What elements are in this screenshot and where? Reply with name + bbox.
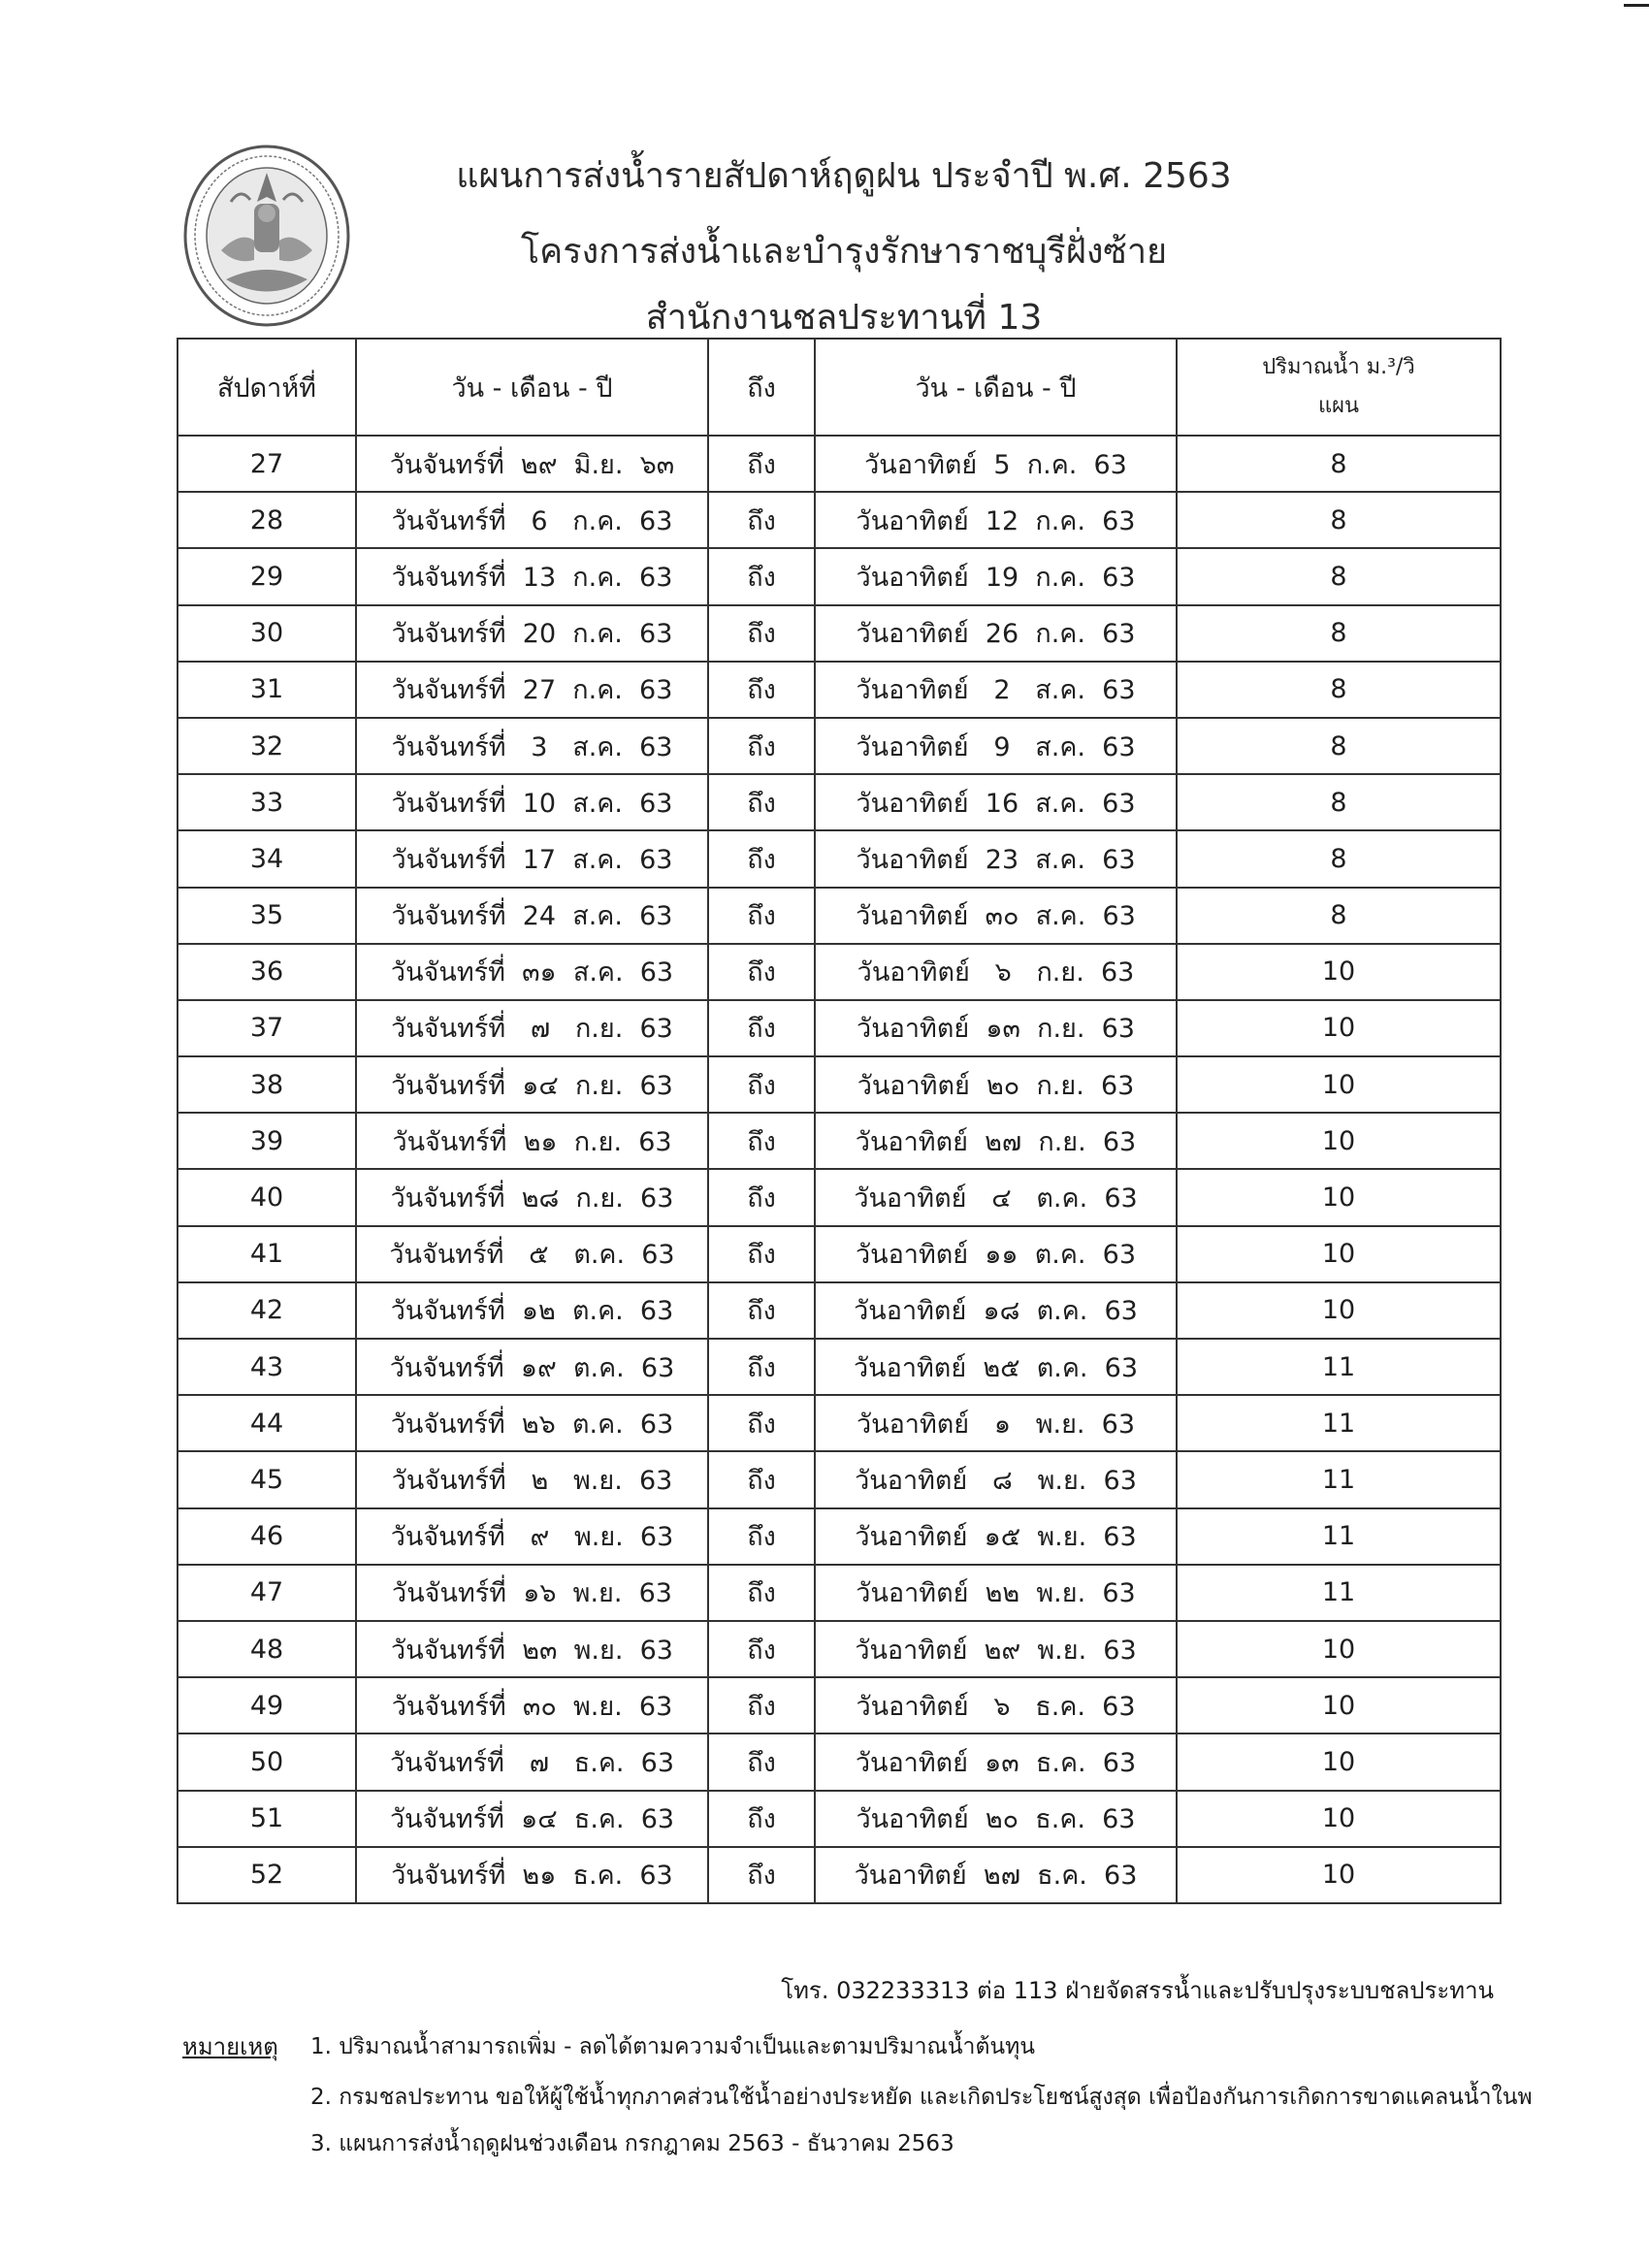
- to-word-cell: ถึง: [708, 1677, 815, 1733]
- to-date-cell: วันอาทิตย์ ๒๐ ก.ย. 63: [815, 1056, 1177, 1113]
- table-row: [178, 1677, 1501, 1733]
- volume-cell: 8: [1177, 605, 1501, 662]
- volume-cell: 8: [1177, 662, 1501, 718]
- volume-cell: 10: [1177, 1733, 1501, 1790]
- to-date-cell: วันอาทิตย์ ๑๕ พ.ย. 63: [815, 1508, 1177, 1565]
- to-date-cell: วันอาทิตย์ 12 ก.ค. 63: [815, 492, 1177, 548]
- from-date-cell: วันจันทร์ที่ 10 ส.ค. 63: [356, 774, 708, 830]
- to-date-cell: วันอาทิตย์ ๑ พ.ย. 63: [815, 1395, 1177, 1451]
- from-date-cell: วันจันทร์ที่ ๑๙ ต.ค. 63: [356, 1339, 708, 1395]
- to-word-cell: ถึง: [708, 1733, 815, 1790]
- table-row: [178, 492, 1501, 548]
- table-row: [178, 1733, 1501, 1790]
- to-word-cell: ถึง: [708, 1226, 815, 1282]
- from-date-cell: วันจันทร์ที่ ๗ ก.ย. 63: [356, 1000, 708, 1056]
- from-date-cell: วันจันทร์ที่ ๒ พ.ย. 63: [356, 1451, 708, 1507]
- volume-cell: 10: [1177, 1169, 1501, 1225]
- table-row: [178, 718, 1501, 774]
- to-date-cell: วันอาทิตย์ 9 ส.ค. 63: [815, 718, 1177, 774]
- week-cell: 47: [178, 1565, 356, 1621]
- page-title: แผนการส่งน้ำรายสัปดาห์ฤดูฝน ประจำปี พ.ศ. 2563: [456, 156, 1232, 196]
- volume-cell: 8: [1177, 436, 1501, 492]
- from-date-cell: วันจันทร์ที่ 27 ก.ค. 63: [356, 662, 708, 718]
- week-cell: 46: [178, 1508, 356, 1565]
- from-date-cell: วันจันทร์ที่ ๒๘ ก.ย. 63: [356, 1169, 708, 1225]
- week-cell: 43: [178, 1339, 356, 1395]
- table-row: [178, 1791, 1501, 1847]
- week-cell: 37: [178, 1000, 356, 1056]
- header-to-word: ถึง: [708, 339, 815, 436]
- week-cell: 49: [178, 1677, 356, 1733]
- table-row: [178, 1847, 1501, 1903]
- water-delivery-plan-table: [177, 338, 1502, 1904]
- volume-cell: 11: [1177, 1451, 1501, 1507]
- week-cell: 42: [178, 1282, 356, 1339]
- to-date-cell: วันอาทิตย์ 16 ส.ค. 63: [815, 774, 1177, 830]
- from-date-cell: วันจันทร์ที่ ๒๙ มิ.ย. ๖๓: [356, 436, 708, 492]
- to-date-cell: วันอาทิตย์ 23 ส.ค. 63: [815, 830, 1177, 887]
- from-date-cell: วันจันทร์ที่ 13 ก.ค. 63: [356, 548, 708, 604]
- header-volume: [1177, 339, 1501, 436]
- table-row: [178, 1339, 1501, 1395]
- week-cell: 32: [178, 718, 356, 774]
- to-date-cell: วันอาทิตย์ ๘ พ.ย. 63: [815, 1451, 1177, 1507]
- table-header-row: [178, 339, 1501, 436]
- to-word-cell: ถึง: [708, 1339, 815, 1395]
- header-week: สัปดาห์ที่: [178, 339, 356, 436]
- volume-cell: 11: [1177, 1565, 1501, 1621]
- note-3: 3. แผนการส่งน้ำฤดูฝนช่วงเดือน กรกฎาคม 2563 - ธันวาคม 2563: [310, 2131, 954, 2156]
- from-date-cell: วันจันทร์ที่ ๗ ธ.ค. 63: [356, 1733, 708, 1790]
- week-cell: 31: [178, 662, 356, 718]
- to-date-cell: วันอาทิตย์ ๔ ต.ค. 63: [815, 1169, 1177, 1225]
- week-cell: 29: [178, 548, 356, 604]
- week-cell: 35: [178, 888, 356, 944]
- volume-cell: 10: [1177, 1282, 1501, 1339]
- volume-cell: 10: [1177, 1791, 1501, 1847]
- table-row: [178, 1621, 1501, 1677]
- week-cell: 41: [178, 1226, 356, 1282]
- table-row: [178, 548, 1501, 604]
- volume-cell: 10: [1177, 1113, 1501, 1169]
- volume-cell: 10: [1177, 1000, 1501, 1056]
- week-cell: 28: [178, 492, 356, 548]
- to-date-cell: วันอาทิตย์ ๒๗ ก.ย. 63: [815, 1113, 1177, 1169]
- table-row: [178, 1056, 1501, 1113]
- table-row: [178, 436, 1501, 492]
- to-date-cell: วันอาทิตย์ ๒๐ ธ.ค. 63: [815, 1791, 1177, 1847]
- week-cell: 50: [178, 1733, 356, 1790]
- to-date-cell: วันอาทิตย์ 19 ก.ค. 63: [815, 548, 1177, 604]
- from-date-cell: วันจันทร์ที่ 20 ก.ค. 63: [356, 605, 708, 662]
- table-row: [178, 888, 1501, 944]
- to-date-cell: วันอาทิตย์ ๑๘ ต.ค. 63: [815, 1282, 1177, 1339]
- to-word-cell: ถึง: [708, 1282, 815, 1339]
- table-row: [178, 830, 1501, 887]
- week-cell: 38: [178, 1056, 356, 1113]
- volume-cell: 10: [1177, 1621, 1501, 1677]
- volume-cell: 10: [1177, 1056, 1501, 1113]
- table-row: [178, 662, 1501, 718]
- to-word-cell: ถึง: [708, 1791, 815, 1847]
- to-word-cell: ถึง: [708, 436, 815, 492]
- to-word-cell: ถึง: [708, 830, 815, 887]
- to-word-cell: ถึง: [708, 492, 815, 548]
- to-word-cell: ถึง: [708, 1451, 815, 1507]
- header-volume-plan: แผน: [1317, 394, 1360, 418]
- table-row: [178, 1113, 1501, 1169]
- week-cell: 33: [178, 774, 356, 830]
- table-row: [178, 1169, 1501, 1225]
- to-date-cell: วันอาทิตย์ ๑๑ ต.ค. 63: [815, 1226, 1177, 1282]
- volume-cell: 8: [1177, 774, 1501, 830]
- project-name: โครงการส่งน้ำและบำรุงรักษาราชบุรีฝั่งซ้าย: [520, 232, 1168, 272]
- week-cell: 34: [178, 830, 356, 887]
- table-row: [178, 1000, 1501, 1056]
- to-word-cell: ถึง: [708, 1847, 815, 1903]
- to-date-cell: วันอาทิตย์ ๒๙ พ.ย. 63: [815, 1621, 1177, 1677]
- table-row: [178, 1451, 1501, 1507]
- volume-cell: 10: [1177, 1677, 1501, 1733]
- to-word-cell: ถึง: [708, 548, 815, 604]
- from-date-cell: วันจันทร์ที่ ๑๖ พ.ย. 63: [356, 1565, 708, 1621]
- from-date-cell: วันจันทร์ที่ ๒๑ ก.ย. 63: [356, 1113, 708, 1169]
- to-date-cell: วันอาทิตย์ ๖ ก.ย. 63: [815, 944, 1177, 1000]
- volume-cell: 11: [1177, 1339, 1501, 1395]
- table-row: [178, 1395, 1501, 1451]
- to-word-cell: ถึง: [708, 1395, 815, 1451]
- to-date-cell: วันอาทิตย์ ๑๓ ก.ย. 63: [815, 1000, 1177, 1056]
- notes-label: หมายเหตุ: [182, 2033, 278, 2060]
- royal-irrigation-department-seal-icon: [182, 144, 351, 328]
- week-cell: 51: [178, 1791, 356, 1847]
- to-word-cell: ถึง: [708, 774, 815, 830]
- to-word-cell: ถึง: [708, 1565, 815, 1621]
- volume-cell: 10: [1177, 944, 1501, 1000]
- volume-cell: 10: [1177, 1226, 1501, 1282]
- table-row: [178, 605, 1501, 662]
- week-cell: 45: [178, 1451, 356, 1507]
- week-cell: 27: [178, 436, 356, 492]
- table-row: [178, 1282, 1501, 1339]
- from-date-cell: วันจันทร์ที่ ๒๓ พ.ย. 63: [356, 1621, 708, 1677]
- table-row: [178, 1565, 1501, 1621]
- to-date-cell: วันอาทิตย์ ๒๒ พ.ย. 63: [815, 1565, 1177, 1621]
- from-date-cell: วันจันทร์ที่ ๑๒ ต.ค. 63: [356, 1282, 708, 1339]
- from-date-cell: วันจันทร์ที่ 17 ส.ค. 63: [356, 830, 708, 887]
- from-date-cell: วันจันทร์ที่ ๒๑ ธ.ค. 63: [356, 1847, 708, 1903]
- week-cell: 39: [178, 1113, 356, 1169]
- to-date-cell: วันอาทิตย์ ๖ ธ.ค. 63: [815, 1677, 1177, 1733]
- to-date-cell: วันอาทิตย์ 5 ก.ค. 63: [815, 436, 1177, 492]
- to-word-cell: ถึง: [708, 662, 815, 718]
- to-word-cell: ถึง: [708, 1056, 815, 1113]
- volume-cell: 11: [1177, 1395, 1501, 1451]
- volume-cell: 8: [1177, 888, 1501, 944]
- volume-cell: 8: [1177, 830, 1501, 887]
- from-date-cell: วันจันทร์ที่ ๑๔ ก.ย. 63: [356, 1056, 708, 1113]
- week-cell: 48: [178, 1621, 356, 1677]
- week-cell: 36: [178, 944, 356, 1000]
- to-date-cell: วันอาทิตย์ 26 ก.ค. 63: [815, 605, 1177, 662]
- to-word-cell: ถึง: [708, 1508, 815, 1565]
- from-date-cell: วันจันทร์ที่ ๓๑ ส.ค. 63: [356, 944, 708, 1000]
- note-2: 2. กรมชลประทาน ขอให้ผู้ใช้น้ำทุกภาคส่วนใช้น้ำอย่างประหยัด และเกิดประโยชน์สูงสุด เพื่อป้องกันการเกิดการขาดแคลนน้ำในพ: [310, 2085, 1533, 2110]
- to-word-cell: ถึง: [708, 718, 815, 774]
- volume-cell: 8: [1177, 492, 1501, 548]
- to-date-cell: วันอาทิตย์ 2 ส.ค. 63: [815, 662, 1177, 718]
- to-date-cell: วันอาทิตย์ ๓๐ ส.ค. 63: [815, 888, 1177, 944]
- from-date-cell: วันจันทร์ที่ ๕ ต.ค. 63: [356, 1226, 708, 1282]
- from-date-cell: วันจันทร์ที่ ๓๐ พ.ย. 63: [356, 1677, 708, 1733]
- week-cell: 40: [178, 1169, 356, 1225]
- week-cell: 44: [178, 1395, 356, 1451]
- to-word-cell: ถึง: [708, 1621, 815, 1677]
- from-date-cell: วันจันทร์ที่ 6 ก.ค. 63: [356, 492, 708, 548]
- to-word-cell: ถึง: [708, 1169, 815, 1225]
- volume-cell: 8: [1177, 548, 1501, 604]
- office-name: สำนักงานชลประทานที่ 13: [645, 298, 1043, 338]
- week-cell: 30: [178, 605, 356, 662]
- to-word-cell: ถึง: [708, 1000, 815, 1056]
- to-word-cell: ถึง: [708, 1113, 815, 1169]
- to-word-cell: ถึง: [708, 605, 815, 662]
- note-1: 1. ปริมาณน้ำสามารถเพิ่ม - ลดได้ตามความจำเป็นและตามปริมาณน้ำต้นทุน: [310, 2034, 1036, 2059]
- header-volume-unit: ปริมาณน้ำ ม.³/วิ: [1262, 355, 1415, 379]
- from-date-cell: วันจันทร์ที่ ๒๖ ต.ค. 63: [356, 1395, 708, 1451]
- contact-line: โทร. 032233313 ต่อ 113 ฝ่ายจัดสรรน้ำและปรับปรุงระบบชลประทาน: [781, 1977, 1494, 2004]
- to-word-cell: ถึง: [708, 944, 815, 1000]
- to-date-cell: วันอาทิตย์ ๒๕ ต.ค. 63: [815, 1339, 1177, 1395]
- from-date-cell: วันจันทร์ที่ 3 ส.ค. 63: [356, 718, 708, 774]
- week-cell: 52: [178, 1847, 356, 1903]
- from-date-cell: วันจันทร์ที่ ๑๔ ธ.ค. 63: [356, 1791, 708, 1847]
- scan-corner-mark: [1624, 4, 1649, 7]
- table-row: [178, 1226, 1501, 1282]
- to-word-cell: ถึง: [708, 888, 815, 944]
- table-row: [178, 944, 1501, 1000]
- volume-cell: 11: [1177, 1508, 1501, 1565]
- to-date-cell: วันอาทิตย์ ๑๓ ธ.ค. 63: [815, 1733, 1177, 1790]
- volume-cell: 10: [1177, 1847, 1501, 1903]
- table-row: [178, 1508, 1501, 1565]
- table-row: [178, 774, 1501, 830]
- from-date-cell: วันจันทร์ที่ 24 ส.ค. 63: [356, 888, 708, 944]
- header-from-date: วัน - เดือน - ปี: [356, 339, 708, 436]
- volume-cell: 8: [1177, 718, 1501, 774]
- header-to-date: วัน - เดือน - ปี: [815, 339, 1177, 436]
- from-date-cell: วันจันทร์ที่ ๙ พ.ย. 63: [356, 1508, 708, 1565]
- to-date-cell: วันอาทิตย์ ๒๗ ธ.ค. 63: [815, 1847, 1177, 1903]
